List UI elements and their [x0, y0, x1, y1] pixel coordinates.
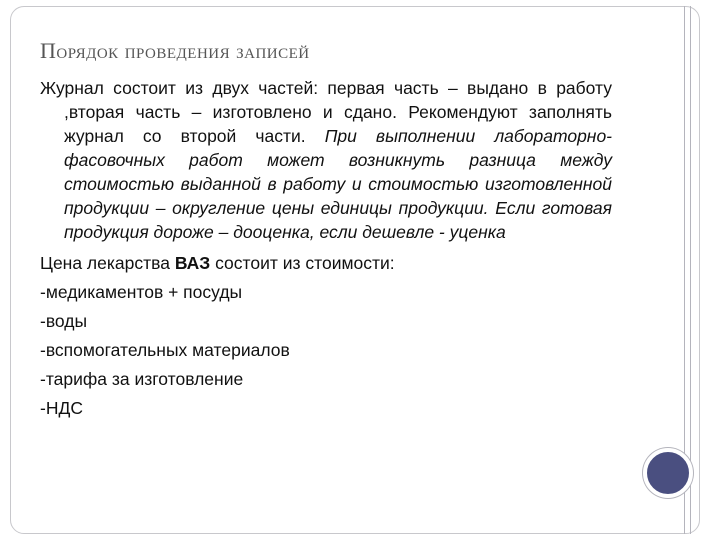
list-item-vat: -НДС — [40, 398, 83, 418]
list-item-auxiliary: -вспомогательных материалов — [40, 340, 290, 360]
main-paragraph — [40, 76, 612, 244]
price-line-before: Цена лекарства — [40, 253, 175, 273]
price-line — [40, 251, 612, 275]
price-line-bold: ВАЗ — [174, 253, 211, 273]
slide-body — [40, 76, 612, 420]
decorative-line-right — [690, 6, 691, 534]
paragraph-italic-text: При выполнении лабораторно-фасовочных работ может возникнуть разница между стоимостью выданной в работу и стоимостью изготовленной продукции – округление цены единицы продукции. Если готовая продукция дороже – дооценка, если дешевле - уценка — [64, 126, 612, 242]
decorative-circle-icon — [643, 448, 693, 498]
list-item-water: -воды — [40, 311, 88, 331]
price-line-after: состоит из стоимости: — [210, 253, 395, 273]
list-item-tariff: -тарифа за изготовление — [40, 369, 244, 389]
paragraph-normal-text: Журнал состоит из двух частей: первая часть – выдано в работу ,вторая часть – изготовлено и сдано. Рекомендуют заполнять журнал со второй части. — [40, 78, 612, 146]
list-item-medicaments: -медикаментов + посуды — [40, 282, 243, 302]
slide-title: Порядок проведения записей — [40, 38, 310, 63]
